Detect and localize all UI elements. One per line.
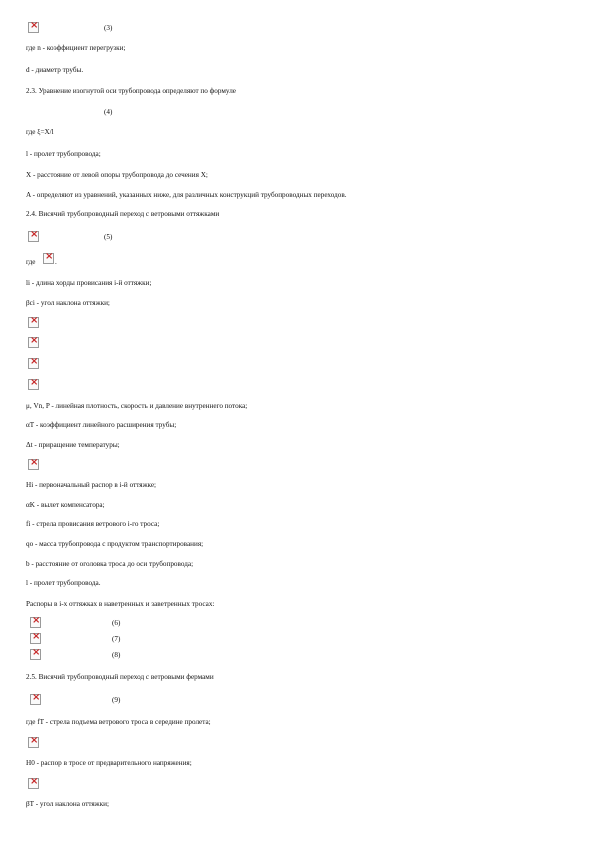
text-line: αT - коэффициент линейного расширения трубы; — [26, 421, 177, 429]
text-line: li - длина хорды провисания i-й оттяжки; — [26, 279, 152, 287]
text-line: X - расстояние от левой опоры трубопровода до сечения X; — [26, 171, 208, 179]
equation-number: (5) — [104, 233, 113, 241]
text-line: fi - стрела провисания ветрового i-го троса; — [26, 520, 160, 528]
section-heading: 2.4. Висячий трубопроводный переход с ветровыми оттяжками — [26, 210, 220, 218]
equation-number: (7) — [112, 635, 121, 643]
text-line: Распоры в i-х оттяжках в наветренных и заветренных тросах: — [26, 600, 215, 608]
text-line: βT - угол наклона оттяжки; — [26, 800, 109, 808]
formula-image — [28, 379, 39, 390]
text-line: где n - коэффициент перегрузки; — [26, 44, 126, 52]
formula-image — [28, 337, 39, 348]
equation-6-image — [30, 617, 41, 628]
text-line: b - расстояние от оголовка троса до оси трубопровода; — [26, 560, 194, 568]
section-heading: 2.5. Висячий трубопроводный переход с ветровыми фермами — [26, 673, 214, 681]
formula-image — [28, 317, 39, 328]
period: . — [55, 258, 57, 266]
equation-number: (6) — [112, 619, 121, 627]
formula-image — [28, 778, 39, 789]
equation-number: (8) — [112, 651, 121, 659]
equation-3-image — [28, 22, 39, 33]
equation-number: (9) — [112, 696, 121, 704]
formula-image — [28, 737, 39, 748]
equation-5-image — [28, 231, 39, 242]
equation-8-image — [30, 649, 41, 660]
text-line: μ, Vn, P - линейная плотность, скорость и давление внутреннего потока; — [26, 402, 248, 410]
equation-9-image — [30, 694, 41, 705]
text-line: qo - масса трубопровода с продуктом транспортирования; — [26, 540, 204, 548]
text-line: H0 - распор в тросе от предварительного напряжения; — [26, 759, 192, 767]
text-line: Δt - приращение температуры; — [26, 441, 120, 449]
formula-image — [28, 358, 39, 369]
text-line: Hi - первоначальный распор в i-й оттяжке; — [26, 481, 157, 489]
text-line: l - пролет трубопровода. — [26, 579, 101, 587]
text-line: A - определяют из уравнений, указанных ниже, для различных конструкций трубопроводных переходов. — [26, 191, 347, 199]
text-line: где fT - стрела подъема ветрового троса в середине пролета; — [26, 718, 211, 726]
equation-number: (4) — [104, 108, 113, 116]
section-heading: 2.3. Уравнение изогнутой оси трубопровода определяют по формуле — [26, 87, 236, 95]
text-line: d - диаметр трубы. — [26, 66, 84, 74]
equation-number: (3) — [104, 24, 113, 32]
text-line: αK - вылет компенсатора; — [26, 501, 105, 509]
text-line: где ξ=X/l — [26, 128, 54, 136]
inline-formula-image — [43, 253, 54, 264]
text-line: где — [26, 258, 36, 266]
text-line: l - пролет трубопровода; — [26, 150, 101, 158]
text-line: βci - угол наклона оттяжки; — [26, 299, 110, 307]
equation-7-image — [30, 633, 41, 644]
formula-image — [28, 459, 39, 470]
